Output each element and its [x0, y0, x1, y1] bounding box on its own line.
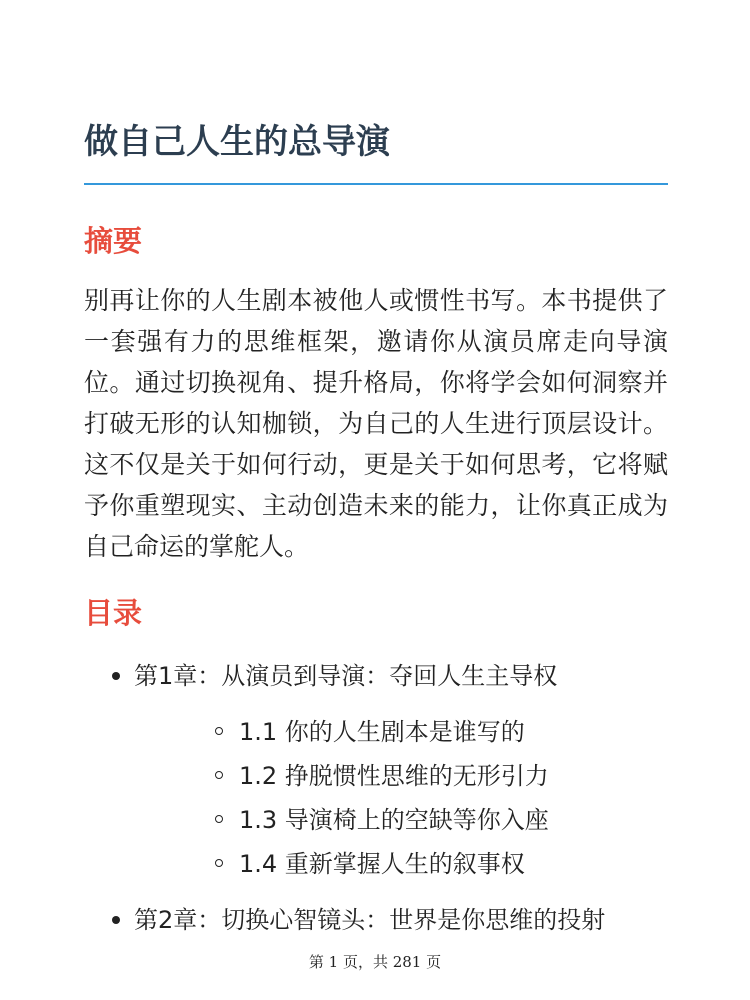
toc-section-list [134, 710, 684, 886]
toc-chapter-1[interactable] [84, 652, 684, 886]
toc-chapter-label[interactable]: 第2章：切换心智镜头：世界是你思维的投射 [134, 906, 606, 934]
page-number: 第 1 页，共 281 页 [308, 953, 442, 971]
toc-section-label[interactable]: 1.1 你的人生剧本是谁写的 [239, 718, 525, 746]
toc-chapter-2[interactable] [84, 896, 684, 944]
toc-section-1-1[interactable] [134, 710, 684, 754]
bullet-icon [112, 916, 120, 924]
book-title: 做自己人生的总导演 [84, 122, 390, 162]
toc-section-label[interactable]: 1.4 重新掌握人生的叙事权 [239, 850, 525, 878]
hollow-bullet-icon [215, 815, 223, 823]
toc-section-1-3[interactable] [134, 798, 684, 842]
toc-heading: 目录 [84, 596, 143, 630]
abstract-text: 别再让你的人生剧本被他人或惯性书写。本书提供了一套强有力的思维框架，邀请你从演员席走向导演位。通过切换视角、提升格局，你将学会如何洞察并打破无形的认知枷锁，为自己的人生进行顶层设计。这不仅是关于如何行动，更是关于如何思考，它将赋予你重塑现实、主动创造未来的能力，让你真正成为自己命运的掌舵人。 [84, 286, 668, 561]
toc-section-label[interactable]: 1.3 导演椅上的空缺等你入座 [239, 806, 549, 834]
toc-section-1-4[interactable] [134, 842, 684, 886]
hollow-bullet-icon [215, 727, 223, 735]
toc-section-1-2[interactable] [134, 754, 684, 798]
table-of-contents [84, 652, 684, 944]
bullet-icon [112, 672, 120, 680]
toc-section-label[interactable]: 1.2 挣脱惯性思维的无形引力 [239, 762, 549, 790]
abstract-heading: 摘要 [84, 224, 143, 258]
hollow-bullet-icon [215, 771, 223, 779]
hollow-bullet-icon [215, 859, 223, 867]
title-divider [84, 183, 668, 185]
toc-chapter-label[interactable]: 第1章：从演员到导演：夺回人生主导权 [134, 662, 558, 690]
